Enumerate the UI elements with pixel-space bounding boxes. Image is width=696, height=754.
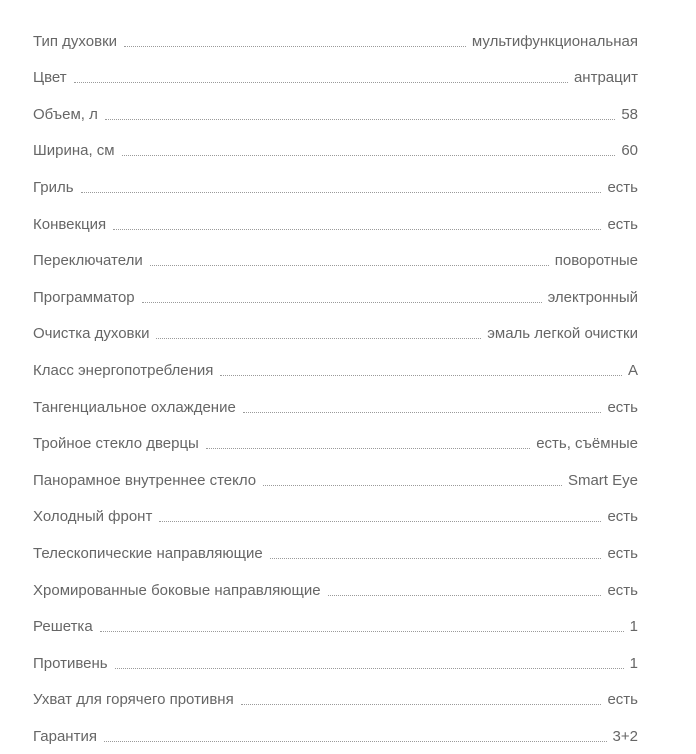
spec-value: эмаль легкой очистки: [487, 325, 638, 343]
spec-row-color: [33, 59, 638, 96]
spec-value: 1: [629, 618, 638, 636]
spec-value: 1: [629, 654, 638, 672]
dotted-leader: [113, 229, 601, 230]
spec-row-cleaning: [33, 315, 638, 352]
spec-row-switches: [33, 242, 638, 279]
spec-row-triple-glass: [33, 425, 638, 462]
spec-row-rack: [33, 608, 638, 645]
spec-label: Объем, л: [33, 105, 98, 123]
spec-row-telescopic-rails: [33, 534, 638, 571]
dotted-leader: [241, 704, 602, 705]
spec-row-programmer: [33, 278, 638, 315]
spec-label: Холодный фронт: [33, 508, 153, 526]
spec-label: Панорамное внутреннее стекло: [33, 471, 257, 489]
spec-label: Гарантия: [33, 727, 97, 745]
spec-label: Очистка духовки: [33, 325, 150, 343]
spec-label: Ухват для горячего противня: [33, 691, 234, 709]
dotted-leader: [159, 521, 601, 522]
spec-label: Решетка: [33, 618, 93, 636]
spec-value: мультифункциональная: [471, 32, 638, 50]
spec-row-warranty: [33, 717, 638, 754]
dotted-leader: [104, 741, 607, 742]
spec-row-panoramic-glass: [33, 461, 638, 498]
spec-value: есть: [607, 178, 638, 196]
spec-row-grill: [33, 168, 638, 205]
dotted-leader: [100, 631, 624, 632]
spec-label: Ширина, см: [33, 142, 115, 160]
dotted-leader: [328, 595, 602, 596]
dotted-leader: [122, 155, 616, 156]
spec-label: Противень: [33, 654, 108, 672]
dotted-leader: [150, 265, 549, 266]
dotted-leader: [263, 485, 562, 486]
spec-label: Переключатели: [33, 252, 143, 270]
spec-row-cold-front: [33, 498, 638, 535]
dotted-leader: [81, 192, 602, 193]
spec-row-baking-tray: [33, 644, 638, 681]
spec-value: A: [627, 361, 638, 379]
spec-value: поворотные: [554, 252, 638, 270]
spec-row-convection: [33, 205, 638, 242]
spec-label: Телескопические направляющие: [33, 544, 263, 562]
dotted-leader: [105, 119, 615, 120]
spec-label: Класс энергопотребления: [33, 361, 214, 379]
spec-label: Тангенциальное охлаждение: [33, 398, 236, 416]
dotted-leader: [74, 82, 568, 83]
spec-value: 3+2: [612, 727, 638, 745]
spec-row-width: [33, 132, 638, 169]
dotted-leader: [124, 46, 466, 47]
spec-value: есть: [607, 691, 638, 709]
dotted-leader: [243, 412, 602, 413]
spec-label: Программатор: [33, 288, 135, 306]
spec-value: Smart Eye: [567, 471, 638, 489]
dotted-leader: [270, 558, 602, 559]
spec-row-energy-class: [33, 351, 638, 388]
dotted-leader: [156, 338, 481, 339]
spec-value: есть: [607, 215, 638, 233]
spec-label: Цвет: [33, 69, 67, 87]
dotted-leader: [206, 448, 530, 449]
spec-row-oven-type: [33, 22, 638, 59]
spec-value: 60: [621, 142, 638, 160]
spec-label: Тип духовки: [33, 32, 118, 50]
dotted-leader: [220, 375, 622, 376]
spec-row-chrome-rails: [33, 571, 638, 608]
dotted-leader: [142, 302, 542, 303]
spec-value: есть: [607, 508, 638, 526]
spec-label: Тройное стекло дверцы: [33, 435, 199, 453]
dotted-leader: [115, 668, 624, 669]
spec-label: Конвекция: [33, 215, 107, 233]
spec-label: Хромированные боковые направляющие: [33, 581, 321, 599]
spec-row-tray-holder: [33, 681, 638, 718]
spec-list: [33, 22, 638, 754]
spec-row-tangential-cooling: [33, 388, 638, 425]
spec-row-volume: [33, 95, 638, 132]
spec-value: электронный: [547, 288, 638, 306]
spec-value: 58: [621, 105, 638, 123]
spec-value: антрацит: [573, 69, 638, 87]
spec-value: есть: [607, 544, 638, 562]
spec-value: есть: [607, 581, 638, 599]
spec-value: есть: [607, 398, 638, 416]
spec-label: Гриль: [33, 178, 74, 196]
spec-value: есть, съёмные: [536, 435, 638, 453]
